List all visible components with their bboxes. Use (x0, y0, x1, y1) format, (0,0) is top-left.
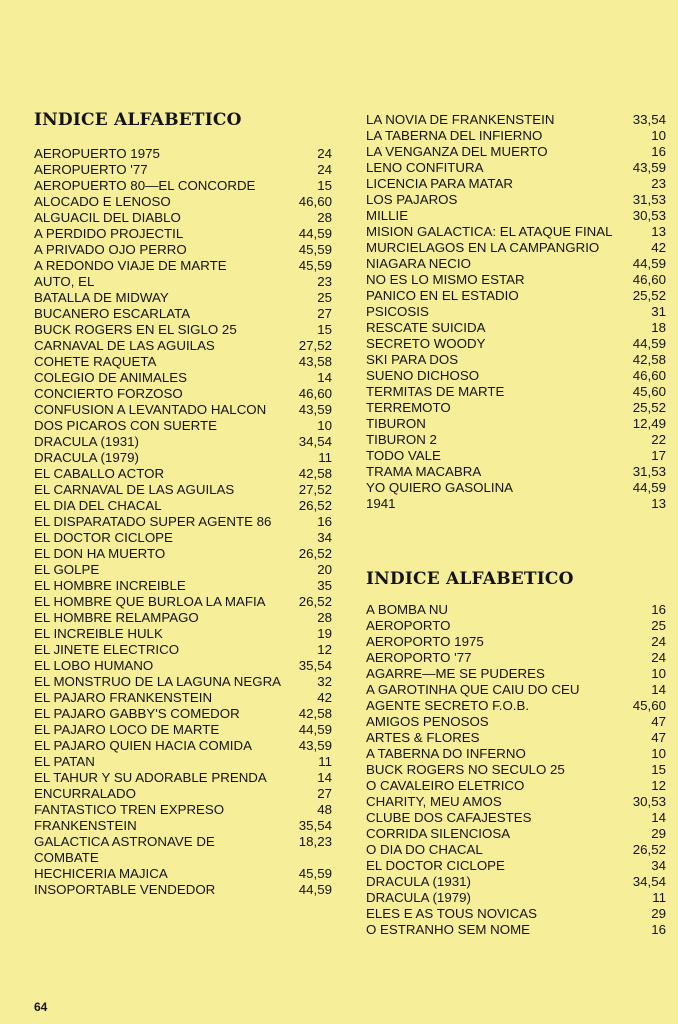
entry-title: A REDONDO VIAJE DE MARTE (34, 258, 227, 273)
entry-pages: 26,52 (298, 498, 332, 513)
index-entry (366, 240, 666, 256)
entry-pages: 46,60 (298, 386, 332, 401)
entry-pages: 34 (317, 530, 332, 545)
index-entry (366, 288, 666, 304)
entry-title: AEROPORTO 1975 (366, 634, 484, 649)
entry-title: BATALLA DE MIDWAY (34, 290, 169, 305)
entry-title: ALGUACIL DEL DIABLO (34, 210, 181, 225)
entry-pages: 12 (651, 778, 666, 793)
entry-title: TRAMA MACABRA (366, 464, 482, 479)
entry-pages: 45,59 (298, 866, 332, 881)
entry-pages: 31,53 (632, 192, 666, 207)
entry-pages: 44,59 (632, 256, 666, 271)
entry-title: NIAGARA NECIO (366, 256, 471, 271)
entry-title: DRACULA (1931) (366, 874, 471, 889)
entry-title: EL DOCTOR CICLOPE (34, 530, 173, 545)
index-entry (34, 402, 332, 418)
entry-title: MURCIELAGOS EN LA CAMPANGRIO (366, 240, 600, 255)
index-entry (366, 192, 666, 208)
entry-title: CONCIERTO FORZOSO (34, 386, 183, 401)
index-entry (366, 256, 666, 272)
entry-title: AEROPUERTO 1975 (34, 146, 160, 161)
index-entry (34, 386, 332, 402)
entry-pages: 16 (651, 922, 666, 937)
entry-title: SECRETO WOODY (366, 336, 486, 351)
entry-pages: 30,53 (632, 794, 666, 809)
entry-pages: 46,60 (298, 194, 332, 209)
entry-title: AMIGOS PENOSOS (366, 714, 489, 729)
entry-title: EL DIA DEL CHACAL (34, 498, 162, 513)
entry-title: GALACTICA ASTRONAVE DE COMBATE (34, 834, 215, 865)
index-entry (366, 400, 666, 416)
index-entry (34, 802, 332, 818)
right-index-continued-list (366, 112, 666, 512)
entry-pages: 42 (651, 240, 666, 255)
entry-pages: 13 (651, 224, 666, 239)
index-entry (34, 594, 332, 610)
index-entry (34, 658, 332, 674)
entry-title: EL PAJARO QUIEN HACIA COMIDA (34, 738, 252, 753)
entry-pages: 35 (317, 578, 332, 593)
entry-pages: 12 (317, 642, 332, 657)
index-entry (366, 176, 666, 192)
entry-title: EL DON HA MUERTO (34, 546, 166, 561)
entry-title: CLUBE DOS CAFAJESTES (366, 810, 532, 825)
index-entry (34, 226, 332, 242)
entry-title: EL PAJARO GABBY'S COMEDOR (34, 706, 240, 721)
entry-title: BUCK ROGERS NO SECULO 25 (366, 762, 565, 777)
entry-title: COLEGIO DE ANIMALES (34, 370, 187, 385)
index-entry (366, 368, 666, 384)
entry-pages: 25 (317, 290, 332, 305)
index-entry (34, 674, 332, 690)
left-index-list (34, 146, 332, 898)
entry-pages: 18,23 (298, 834, 332, 849)
index-entry (34, 626, 332, 642)
entry-title: NO ES LO MISMO ESTAR (366, 272, 525, 287)
index-entry (366, 352, 666, 368)
entry-title: PANICO EN EL ESTADIO (366, 288, 519, 303)
entry-title: EL PAJARO LOCO DE MARTE (34, 722, 220, 737)
entry-title: DOS PICAROS CON SUERTE (34, 418, 217, 433)
entry-pages: 31,53 (632, 464, 666, 479)
entry-title: AGARRE—ME SE PUDERES (366, 666, 545, 681)
entry-title: AEROPUERTO 80—EL CONCORDE (34, 178, 256, 193)
entry-title: DRACULA (1931) (34, 434, 139, 449)
entry-title: CHARITY, MEU AMOS (366, 794, 502, 809)
entry-title: EL GOLPE (34, 562, 100, 577)
entry-pages: 14 (651, 810, 666, 825)
index-entry (366, 208, 666, 224)
entry-pages: 22 (651, 432, 666, 447)
entry-title: EL CARNAVAL DE LAS AGUILAS (34, 482, 235, 497)
entry-pages: 27,52 (298, 482, 332, 497)
index-entry (34, 738, 332, 754)
entry-pages: 11 (318, 450, 332, 465)
entry-title: EL HOMBRE INCREIBLE (34, 578, 186, 593)
entry-pages: 47 (651, 714, 666, 729)
entry-pages: 24 (651, 634, 666, 649)
index-entry (366, 826, 666, 842)
entry-pages: 25 (651, 618, 666, 633)
entry-title: A TABERNA DO INFERNO (366, 746, 526, 761)
entry-pages: 43,59 (298, 402, 332, 417)
index-entry (34, 466, 332, 482)
index-entry (34, 514, 332, 530)
entry-pages: 28 (317, 210, 332, 225)
entry-pages: 13 (651, 496, 666, 511)
index-entry (34, 754, 332, 770)
index-entry (34, 546, 332, 562)
entry-title: FRANKENSTEIN (34, 818, 137, 833)
entry-title: TODO VALE (366, 448, 441, 463)
index-entry (366, 618, 666, 634)
index-entry (366, 144, 666, 160)
entry-pages: 27 (317, 306, 332, 321)
entry-title: LA VENGANZA DEL MUERTO (366, 144, 548, 159)
index-entry (366, 714, 666, 730)
entry-pages: 31 (651, 304, 666, 319)
entry-pages: 23 (317, 274, 332, 289)
entry-title: ARTES & FLORES (366, 730, 480, 745)
entry-pages: 16 (317, 514, 332, 529)
entry-title: LA TABERNA DEL INFIERNO (366, 128, 543, 143)
entry-title: EL INCREIBLE HULK (34, 626, 163, 641)
index-entry (34, 258, 332, 274)
entry-title: EL DOCTOR CICLOPE (366, 858, 505, 873)
entry-pages: 43,59 (632, 160, 666, 175)
entry-pages: 28 (317, 610, 332, 625)
entry-pages: 42,58 (298, 466, 332, 481)
index-entry (366, 682, 666, 698)
entry-title: O DIA DO CHACAL (366, 842, 483, 857)
entry-pages: 46,60 (632, 272, 666, 287)
entry-pages: 24 (317, 146, 332, 161)
index-entry (34, 722, 332, 738)
index-entry (366, 272, 666, 288)
entry-pages: 43,58 (298, 354, 332, 369)
index-entry (366, 224, 666, 240)
entry-title: EL PAJARO FRANKENSTEIN (34, 690, 213, 705)
index-entry (366, 128, 666, 144)
entry-title: EL LOBO HUMANO (34, 658, 154, 673)
index-entry (34, 178, 332, 194)
entry-pages: 14 (317, 770, 332, 785)
index-entry (34, 642, 332, 658)
entry-pages: 11 (652, 890, 666, 905)
entry-title: LENO CONFITURA (366, 160, 484, 175)
entry-title: AEROPUERTO '77 (34, 162, 148, 177)
index-entry (366, 858, 666, 874)
index-entry (34, 498, 332, 514)
index-entry (34, 834, 332, 866)
entry-pages: 10 (317, 418, 332, 433)
index-entry (366, 906, 666, 922)
entry-pages: 10 (651, 128, 666, 143)
entry-pages: 24 (651, 650, 666, 665)
entry-title: EL HOMBRE QUE BURLOA LA MAFIA (34, 594, 266, 609)
index-entry (34, 482, 332, 498)
entry-pages: 44,59 (298, 226, 332, 241)
entry-title: LOS PAJAROS (366, 192, 458, 207)
entry-title: A PERDIDO PROJECTIL (34, 226, 184, 241)
entry-title: FANTASTICO TREN EXPRESO (34, 802, 225, 817)
index-entry (366, 160, 666, 176)
entry-title: CARNAVAL DE LAS AGUILAS (34, 338, 215, 353)
index-entry (34, 530, 332, 546)
entry-pages: 42 (317, 690, 332, 705)
index-entry (366, 320, 666, 336)
entry-pages: 12,49 (632, 416, 666, 431)
index-entry (366, 496, 666, 512)
right-index-second-list (366, 602, 666, 938)
index-entry (366, 448, 666, 464)
index-entry (34, 690, 332, 706)
entry-title: O ESTRANHO SEM NOME (366, 922, 531, 937)
left-index-heading: INDICE ALFABETICO (34, 110, 242, 130)
index-entry (366, 304, 666, 320)
index-entry (34, 418, 332, 434)
entry-title: MISION GALACTICA: EL ATAQUE FINAL (366, 224, 613, 239)
entry-pages: 34 (651, 858, 666, 873)
entry-pages: 45,59 (298, 258, 332, 273)
entry-pages: 34,54 (298, 434, 332, 449)
index-entry (34, 578, 332, 594)
entry-title: AGENTE SECRETO F.O.B. (366, 698, 530, 713)
entry-title: ENCURRALADO (34, 786, 136, 801)
index-entry (366, 746, 666, 762)
entry-title: AUTO, EL (34, 274, 95, 289)
entry-pages: 45,60 (632, 384, 666, 399)
index-entry (34, 194, 332, 210)
index-entry (366, 480, 666, 496)
entry-title: RESCATE SUICIDA (366, 320, 486, 335)
index-entry (366, 810, 666, 826)
entry-title: MILLIE (366, 208, 409, 223)
entry-title: TERMITAS DE MARTE (366, 384, 505, 399)
index-entry (34, 306, 332, 322)
entry-pages: 15 (317, 322, 332, 337)
entry-title: O CAVALEIRO ELETRICO (366, 778, 525, 793)
entry-pages: 15 (317, 178, 332, 193)
index-entry (366, 922, 666, 938)
entry-pages: 43,59 (298, 738, 332, 753)
index-entry (366, 730, 666, 746)
entry-title: A GAROTINHA QUE CAIU DO CEU (366, 682, 580, 697)
index-entry (34, 146, 332, 162)
entry-pages: 48 (317, 802, 332, 817)
index-entry (34, 434, 332, 450)
index-entry (34, 290, 332, 306)
index-entry (34, 354, 332, 370)
index-entry (34, 450, 332, 466)
index-entry (34, 818, 332, 834)
entry-title: CONFUSION A LEVANTADO HALCON (34, 402, 267, 417)
entry-title: YO QUIERO GASOLINA (366, 480, 514, 495)
index-entry (34, 866, 332, 882)
entry-pages: 34,54 (632, 874, 666, 889)
index-entry (366, 666, 666, 682)
index-entry (34, 370, 332, 386)
entry-pages: 45,60 (632, 698, 666, 713)
index-entry (34, 274, 332, 290)
entry-title: BUCANERO ESCARLATA (34, 306, 191, 321)
entry-pages: 33,54 (632, 112, 666, 127)
entry-pages: 42,58 (298, 706, 332, 721)
entry-title: EL MONSTRUO DE LA LAGUNA NEGRA (34, 674, 282, 689)
entry-pages: 26,52 (298, 594, 332, 609)
entry-pages: 32 (317, 674, 332, 689)
entry-title: ALOCADO E LENOSO (34, 194, 171, 209)
entry-pages: 10 (651, 666, 666, 681)
entry-title: EL JINETE ELECTRICO (34, 642, 180, 657)
index-entry (366, 336, 666, 352)
entry-pages: 25,52 (632, 288, 666, 303)
entry-title: COHETE RAQUETA (34, 354, 157, 369)
entry-title: AEROPORTO '77 (366, 650, 472, 665)
entry-title: EL DISPARATADO SUPER AGENTE 86 (34, 514, 272, 529)
entry-title: CORRIDA SILENCIOSA (366, 826, 511, 841)
index-entry (34, 322, 332, 338)
entry-pages: 14 (317, 370, 332, 385)
index-entry (366, 650, 666, 666)
entry-pages: 17 (651, 448, 666, 463)
index-entry (366, 698, 666, 714)
entry-pages: 27 (317, 786, 332, 801)
entry-pages: 35,54 (298, 818, 332, 833)
index-entry (366, 416, 666, 432)
index-entry (34, 210, 332, 226)
index-entry (34, 162, 332, 178)
entry-title: EL TAHUR Y SU ADORABLE PRENDA (34, 770, 267, 785)
entry-pages: 44,59 (298, 882, 332, 897)
right-index-heading: INDICE ALFABETICO (366, 569, 574, 589)
entry-title: EL PATAN (34, 754, 95, 769)
entry-title: EL HOMBRE RELAMPAGO (34, 610, 199, 625)
entry-pages: 24 (317, 162, 332, 177)
entry-title: TERREMOTO (366, 400, 451, 415)
entry-title: ELES E AS TOUS NOVICAS (366, 906, 537, 921)
entry-pages: 35,54 (298, 658, 332, 673)
entry-title: AEROPORTO (366, 618, 451, 633)
entry-pages: 27,52 (298, 338, 332, 353)
entry-pages: 30,53 (632, 208, 666, 223)
entry-pages: 23 (651, 176, 666, 191)
entry-pages: 42,58 (632, 352, 666, 367)
entry-pages: 16 (651, 144, 666, 159)
index-entry (34, 706, 332, 722)
index-entry (366, 890, 666, 906)
entry-title: A PRIVADO OJO PERRO (34, 242, 187, 257)
entry-pages: 16 (651, 602, 666, 617)
entry-title: EL CABALLO ACTOR (34, 466, 165, 481)
index-entry (34, 338, 332, 354)
entry-pages: 29 (651, 906, 666, 921)
index-entry (34, 770, 332, 786)
entry-pages: 26,52 (632, 842, 666, 857)
index-entry (34, 882, 332, 898)
entry-title: TIBURON (366, 416, 426, 431)
index-entry (366, 778, 666, 794)
index-entry (366, 464, 666, 480)
index-entry (34, 610, 332, 626)
entry-pages: 10 (651, 746, 666, 761)
entry-title: 1941 (366, 496, 396, 511)
entry-pages: 45,59 (298, 242, 332, 257)
index-entry (366, 112, 666, 128)
index-entry (366, 794, 666, 810)
entry-title: HECHICERIA MAJICA (34, 866, 168, 881)
entry-pages: 20 (317, 562, 332, 577)
entry-pages: 26,52 (298, 546, 332, 561)
entry-pages: 11 (318, 754, 332, 769)
entry-pages: 47 (651, 730, 666, 745)
entry-pages: 15 (651, 762, 666, 777)
entry-title: LICENCIA PARA MATAR (366, 176, 514, 191)
index-entry (34, 242, 332, 258)
index-entry (366, 634, 666, 650)
entry-pages: 14 (651, 682, 666, 697)
entry-pages: 44,59 (298, 722, 332, 737)
entry-pages: 19 (317, 626, 332, 641)
entry-pages: 18 (651, 320, 666, 335)
index-entry (366, 874, 666, 890)
entry-pages: 44,59 (632, 480, 666, 495)
entry-title: PSICOSIS (366, 304, 429, 319)
entry-title: TIBURON 2 (366, 432, 437, 447)
index-entry (34, 562, 332, 578)
entry-title: DRACULA (1979) (366, 890, 471, 905)
index-entry (366, 602, 666, 618)
index-entry (366, 842, 666, 858)
entry-title: INSOPORTABLE VENDEDOR (34, 882, 216, 897)
entry-title: SUENO DICHOSO (366, 368, 480, 383)
index-entry (366, 432, 666, 448)
entry-pages: 25,52 (632, 400, 666, 415)
entry-title: SKI PARA DOS (366, 352, 459, 367)
index-entry (366, 762, 666, 778)
entry-title: A BOMBA NU (366, 602, 449, 617)
entry-pages: 44,59 (632, 336, 666, 351)
page-number: 64 (34, 1000, 48, 1014)
entry-title: DRACULA (1979) (34, 450, 139, 465)
index-entry (366, 384, 666, 400)
index-entry (34, 786, 332, 802)
entry-title: BUCK ROGERS EN EL SIGLO 25 (34, 322, 237, 337)
entry-title: LA NOVIA DE FRANKENSTEIN (366, 112, 555, 127)
entry-pages: 46,60 (632, 368, 666, 383)
entry-pages: 29 (651, 826, 666, 841)
